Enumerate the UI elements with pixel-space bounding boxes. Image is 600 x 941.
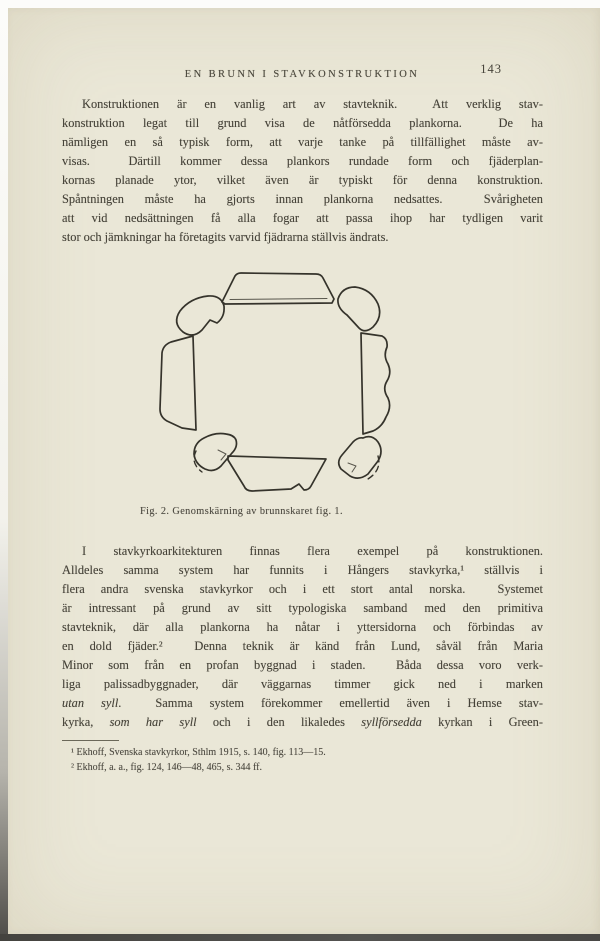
scan-edge-top	[0, 0, 600, 8]
footnote-1: ¹ Ekhoff, Svenska stavkyrkor, Sthlm 1915, s. 140, fig. 113—15.	[71, 747, 326, 758]
footnote-2: ² Ekhoff, a. a., fig. 124, 146—48, 465, s. 344 ff.	[71, 761, 262, 773]
plank-top-inner-line	[230, 299, 327, 300]
text-line: Minor som från en profan byggnad i staden. Båda dessa voro verk-	[62, 658, 543, 672]
text-line: en dold fjäder.² Denna teknik är känd från Lund, såväl från Maria	[62, 639, 543, 653]
text-line: Alldeles samma system har funnits i Hångers stavkyrka,¹ ställvis i	[62, 563, 543, 577]
plank-right	[361, 333, 390, 434]
text-line: I stavkyrkoarkitekturen finnas flera exempel på konstruktionen.	[82, 544, 543, 558]
text-line: är intressant på grund av sitt typologiska samband med den primitiva	[62, 601, 543, 615]
text-line: kyrka, som har syll och i den likaledes syllförsedda kyrkan i Green-	[62, 715, 543, 729]
plank-bottom	[228, 456, 326, 491]
text-line: att vid nedsättningen få alla fogar att passa ihop har tydligen varit	[62, 211, 543, 225]
plank-top-left	[177, 296, 224, 335]
text-line: kornas planade ytor, vilket även är typiskt för denna konstruktion.	[62, 173, 543, 187]
plank-top-right	[338, 287, 380, 331]
paragraph-2	[62, 542, 543, 732]
text-line: flera andra svenska stavkyrkor och i ett stort antal norska. Systemet	[62, 582, 543, 596]
plank-bottom-left-dashed-edge	[194, 451, 202, 472]
page-number: 143	[480, 62, 502, 76]
plank-bottom-right-wiggle	[348, 463, 356, 472]
plank-bottom-right	[339, 437, 381, 478]
text-line: liga palissadbyggnader, där väggarnas timmer gick ned i marken	[62, 677, 543, 691]
plank-left	[160, 336, 196, 430]
scan-edge-bottom	[0, 934, 600, 941]
footnote-rule	[62, 740, 119, 741]
text-line: stor och jämkningar ha företagits varvid fjädrarna ställvis ändrats.	[62, 230, 389, 244]
text-line: konstruktion legat till grund visa de nåtförsedda plankorna. De ha	[62, 116, 543, 130]
text-line: Spåntningen måste ha gjorts innan plankorna nedsattes. Svårigheten	[62, 192, 543, 206]
figure-drawing	[140, 270, 460, 505]
book-page	[8, 8, 600, 934]
text-line: Konstruktionen är en vanlig art av stavteknik. Att verklig stav-	[82, 97, 543, 111]
running-header	[62, 64, 542, 82]
plank-bottom-left-wiggle	[218, 450, 226, 460]
figure	[140, 270, 460, 505]
paragraph-1	[62, 95, 543, 247]
footnotes	[62, 746, 542, 775]
scan-edge-left	[0, 0, 8, 941]
figure-caption: Fig. 2. Genomskärning av brunnskaret fig. 1.	[140, 506, 343, 517]
text-line: visas. Därtill kommer dessa plankors rundade form och fjäderplan-	[62, 154, 543, 168]
text-line: stavteknik, där alla plankorna ha nåtar i yttersidorna och förbindas av	[62, 620, 543, 634]
text-line: utan syll. Samma system förekommer emellertid även i Hemse stav-	[62, 696, 543, 710]
page-title: EN BRUNN I STAVKONSTRUKTION	[184, 69, 420, 80]
text-line: nämligen en så typisk form, att varje tanke på tillfällighet måste av-	[62, 135, 543, 149]
